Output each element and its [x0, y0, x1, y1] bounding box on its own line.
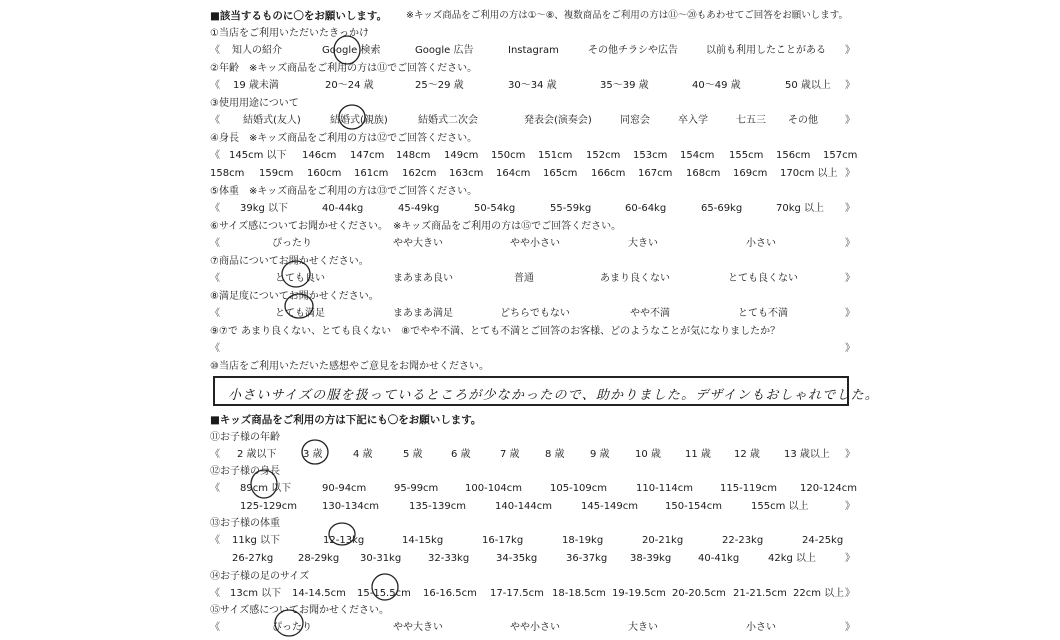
q7-label: ⑦商品についてお聞かせください。	[210, 256, 369, 267]
q4-option[interactable]: 154cm	[680, 150, 715, 161]
q7-option[interactable]: とても良い	[275, 273, 325, 284]
bracket-open: 《	[210, 308, 220, 319]
q5-option[interactable]: 60-64kg	[625, 203, 667, 214]
bracket-close: 》	[845, 80, 855, 91]
q4-option[interactable]: 156cm	[776, 150, 811, 161]
q12-option[interactable]: 95-99cm	[394, 483, 439, 494]
q15-option[interactable]: 大きい	[628, 622, 658, 633]
q4-option[interactable]: 145cm 以下	[229, 150, 287, 161]
q5-option[interactable]: 45-49kg	[398, 203, 440, 214]
q5-option[interactable]: 39kg 以下	[240, 203, 289, 214]
q12-option[interactable]: 115-119cm	[720, 483, 778, 494]
bracket-close: 》	[845, 308, 855, 319]
q12-option[interactable]: 130-134cm	[322, 501, 380, 512]
q1-option[interactable]: 以前も利用したことがある	[706, 45, 826, 56]
q4-option[interactable]: 166cm	[591, 168, 626, 179]
q12-option[interactable]: 105-109cm	[550, 483, 608, 494]
q13-option[interactable]: 42kg 以上	[768, 553, 817, 564]
q5-label: ⑤体重 ※キッズ商品をご利用の方は⑬でご回答ください。	[210, 186, 478, 197]
q2-option[interactable]: 35～39 歳	[600, 80, 649, 91]
q13-option[interactable]: 38-39kg	[630, 553, 672, 564]
q3-option[interactable]: 結婚式(親族)	[330, 115, 388, 126]
q5-option[interactable]: 70kg 以上	[776, 203, 825, 214]
q11-label: ⑪お子様の年齢	[210, 432, 280, 443]
q11-option[interactable]: 12 歳	[734, 449, 760, 460]
q13-option[interactable]: 26-27kg	[232, 553, 274, 564]
q4-option[interactable]: 164cm	[496, 168, 531, 179]
q13-option[interactable]: 14-15kg	[402, 535, 444, 546]
q4-option[interactable]: 146cm	[302, 150, 337, 161]
q4-option[interactable]: 170cm 以上	[780, 168, 838, 179]
q14-option[interactable]: 15-15.5cm	[357, 588, 411, 599]
q13-option[interactable]: 20-21kg	[642, 535, 684, 546]
bracket-close: 》	[845, 343, 855, 354]
q13-option[interactable]: 30-31kg	[360, 553, 402, 564]
q13-option[interactable]: 18-19kg	[562, 535, 604, 546]
q3-option[interactable]: その他	[788, 115, 818, 126]
q3-option[interactable]: 発表会(演奏会)	[524, 115, 592, 126]
q4-option[interactable]: 168cm	[686, 168, 721, 179]
q4-option[interactable]: 157cm	[823, 150, 858, 161]
q13-option[interactable]: 40-41kg	[698, 553, 740, 564]
q14-option[interactable]: 18-18.5cm	[552, 588, 606, 599]
q14-option[interactable]: 14-14.5cm	[292, 588, 346, 599]
q11-option[interactable]: 11 歳	[685, 449, 711, 460]
q2-option[interactable]: 19 歳未満	[233, 80, 279, 91]
q12-option[interactable]: 145-149cm	[581, 501, 639, 512]
section1-note: ※キッズ商品をご利用の方は①～⑧、複数商品をご利用の方は⑪～⑳もあわせてご回答をお願いします。	[406, 10, 849, 21]
q14-option[interactable]: 19-19.5cm	[612, 588, 666, 599]
q11-option[interactable]: 4 歳	[353, 449, 373, 460]
q13-option[interactable]: 12-13kg	[323, 535, 365, 546]
q5-option[interactable]: 55-59kg	[550, 203, 592, 214]
q13-option[interactable]: 32-33kg	[428, 553, 470, 564]
bracket-open: 《	[210, 535, 220, 546]
q8-option[interactable]: とても満足	[275, 308, 325, 319]
q4-option[interactable]: 148cm	[396, 150, 431, 161]
q15-option[interactable]: 小さい	[746, 622, 776, 633]
q12-option[interactable]: 140-144cm	[495, 501, 553, 512]
bracket-close: 》	[845, 115, 855, 126]
q15-label: ⑮サイズ感についてお聞かせください。	[210, 605, 389, 616]
q12-label: ⑫お子様の身長	[210, 466, 280, 477]
bracket-open: 《	[210, 622, 220, 633]
bracket-close: 》	[845, 45, 855, 56]
q2-option[interactable]: 20～24 歳	[325, 80, 374, 91]
bracket-close: 》	[845, 273, 855, 284]
q4-option[interactable]: 159cm	[259, 168, 294, 179]
q15-option[interactable]: やや小さい	[510, 622, 560, 633]
q15-option[interactable]: やや大きい	[393, 622, 443, 633]
q8-option[interactable]: どちらでもない	[500, 308, 570, 319]
q4-option[interactable]: 152cm	[586, 150, 621, 161]
bracket-open: 《	[210, 449, 220, 460]
q13-option[interactable]: 22-23kg	[722, 535, 764, 546]
q1-option[interactable]: その他チラシや広告	[588, 45, 678, 56]
q4-option[interactable]: 151cm	[538, 150, 573, 161]
q11-option[interactable]: 13 歳以上	[784, 449, 830, 460]
q11-option[interactable]: 8 歳	[545, 449, 565, 460]
q8-option[interactable]: まあまあ満足	[393, 308, 453, 319]
q14-option[interactable]: 13cm 以下	[230, 588, 282, 599]
q12-option[interactable]: 90-94cm	[322, 483, 367, 494]
q2-option[interactable]: 40～49 歳	[692, 80, 741, 91]
q4-option[interactable]: 147cm	[350, 150, 385, 161]
q1-option[interactable]: 知人の紹介	[232, 45, 282, 56]
q2-option[interactable]: 50 歳以上	[785, 80, 831, 91]
q4-label: ④身長 ※キッズ商品をご利用の方は⑫でご回答ください。	[210, 133, 478, 144]
q2-option[interactable]: 30～34 歳	[508, 80, 557, 91]
q7-option[interactable]: とても良くない	[728, 273, 798, 284]
q14-option[interactable]: 22cm 以上	[793, 588, 845, 599]
handwritten-comment: 小さいサイズの服を扱っているところが少なかったので、助かりました。デザインもおしゃれでした。	[228, 388, 879, 403]
bracket-open: 《	[210, 203, 220, 214]
q14-option[interactable]: 20-20.5cm	[672, 588, 726, 599]
q11-option[interactable]: 5 歳	[403, 449, 423, 460]
q7-option[interactable]: あまり良くない	[600, 273, 670, 284]
q14-label: ⑭お子様の足のサイズ	[210, 571, 310, 582]
bracket-close: 》	[845, 588, 855, 599]
q4-option[interactable]: 155cm	[729, 150, 764, 161]
q13-label: ⑬お子様の体重	[210, 518, 280, 529]
q4-option[interactable]: 167cm	[638, 168, 673, 179]
q14-option[interactable]: 17-17.5cm	[490, 588, 544, 599]
q4-option[interactable]: 162cm	[402, 168, 437, 179]
bracket-open: 《	[210, 588, 220, 599]
q15-option[interactable]: ぴったり	[272, 622, 312, 633]
q6-option[interactable]: やや大きい	[393, 238, 443, 249]
q4-option[interactable]: 150cm	[491, 150, 526, 161]
q14-option[interactable]: 16-16.5cm	[423, 588, 477, 599]
q2-label: ②年齢 ※キッズ商品をご利用の方は⑪でご回答ください。	[210, 63, 478, 74]
q10-label: ⑩当店をご利用いただいた感想やご意見をお聞かせください。	[210, 361, 489, 372]
q13-option[interactable]: 11kg 以下	[232, 535, 281, 546]
q4-option[interactable]: 158cm	[210, 168, 245, 179]
q14-option[interactable]: 21-21.5cm	[733, 588, 787, 599]
q5-option[interactable]: 65-69kg	[701, 203, 743, 214]
q4-option[interactable]: 169cm	[733, 168, 768, 179]
q8-option[interactable]: とても不満	[738, 308, 788, 319]
q1-label: ①当店をご利用いただいたきっかけ	[210, 28, 369, 39]
q9-label: ⑨⑦で あまり良くない、とても良くない ⑧でやや不満、とても不満とご回答のお客様、どのようなことが気になりましたか？	[210, 326, 781, 337]
q12-option[interactable]: 150-154cm	[665, 501, 723, 512]
q11-option[interactable]: 10 歳	[635, 449, 661, 460]
q4-option[interactable]: 161cm	[354, 168, 389, 179]
q4-option[interactable]: 165cm	[543, 168, 578, 179]
bracket-open: 《	[210, 483, 220, 494]
q1-option[interactable]: Instagram	[508, 45, 559, 56]
q4-option[interactable]: 163cm	[449, 168, 484, 179]
q5-option[interactable]: 50-54kg	[474, 203, 516, 214]
q6-label: ⑥サイズ感についてお聞かせください。 ※キッズ商品をご利用の方は⑮でご回答ください。	[210, 221, 622, 232]
q13-option[interactable]: 28-29kg	[298, 553, 340, 564]
q11-option[interactable]: 6 歳	[451, 449, 471, 460]
q13-option[interactable]: 16-17kg	[482, 535, 524, 546]
q3-option[interactable]: 同窓会	[620, 115, 650, 126]
section1-header: ■該当するものに〇をお願いします。	[210, 10, 388, 22]
q3-option[interactable]: 結婚式(友人)	[243, 115, 301, 126]
q6-option[interactable]: 大きい	[628, 238, 658, 249]
q11-option[interactable]: 2 歳以下	[237, 449, 277, 460]
q2-option[interactable]: 25～29 歳	[415, 80, 464, 91]
q12-option[interactable]: 100-104cm	[465, 483, 523, 494]
q1-option[interactable]: Google 検索	[322, 45, 381, 56]
bracket-close: 》	[845, 238, 855, 249]
q13-option[interactable]: 34-35kg	[496, 553, 538, 564]
q12-option[interactable]: 135-139cm	[409, 501, 467, 512]
q12-option[interactable]: 155cm 以上	[751, 501, 809, 512]
q12-option[interactable]: 120-124cm	[800, 483, 858, 494]
q6-option[interactable]: やや小さい	[510, 238, 560, 249]
bracket-open: 《	[210, 238, 220, 249]
q11-option[interactable]: 3 歳	[303, 449, 323, 460]
q12-option[interactable]: 89cm 以下	[240, 483, 292, 494]
bracket-close: 》	[845, 168, 855, 179]
q4-option[interactable]: 153cm	[633, 150, 668, 161]
bracket-close: 》	[845, 622, 855, 633]
q6-option[interactable]: 小さい	[746, 238, 776, 249]
section2-header: ■キッズ商品をご利用の方は下記にも〇をお願いします。	[210, 414, 482, 426]
q6-option[interactable]: ぴったり	[272, 238, 312, 249]
bracket-close: 》	[845, 553, 855, 564]
q8-option[interactable]: やや不満	[630, 308, 670, 319]
q3-option[interactable]: 卒入学	[678, 115, 708, 126]
q13-option[interactable]: 24-25kg	[802, 535, 844, 546]
bracket-open: 《	[210, 115, 220, 126]
q7-option[interactable]: 普通	[514, 273, 534, 284]
q4-option[interactable]: 149cm	[444, 150, 479, 161]
q5-option[interactable]: 40-44kg	[322, 203, 364, 214]
bracket-open: 《	[210, 45, 220, 56]
q8-label: ⑧満足度についてお聞かせください。	[210, 291, 379, 302]
q3-option[interactable]: 結婚式二次会	[418, 115, 478, 126]
bracket-close: 》	[845, 203, 855, 214]
q12-option[interactable]: 125-129cm	[240, 501, 298, 512]
bracket-open: 《	[210, 343, 220, 354]
q13-option[interactable]: 36-37kg	[566, 553, 608, 564]
bracket-close: 》	[845, 501, 855, 512]
bracket-open: 《	[210, 273, 220, 284]
q11-option[interactable]: 7 歳	[500, 449, 520, 460]
q11-option[interactable]: 9 歳	[590, 449, 610, 460]
bracket-close: 》	[845, 449, 855, 460]
q4-option[interactable]: 160cm	[307, 168, 342, 179]
q3-label: ③使用用途について	[210, 98, 299, 109]
q12-option[interactable]: 110-114cm	[636, 483, 694, 494]
q1-option[interactable]: Google 広告	[415, 45, 474, 56]
bracket-open: 《	[210, 150, 220, 161]
bracket-open: 《	[210, 80, 220, 91]
q3-option[interactable]: 七五三	[736, 115, 766, 126]
q7-option[interactable]: まあまあ良い	[393, 273, 453, 284]
